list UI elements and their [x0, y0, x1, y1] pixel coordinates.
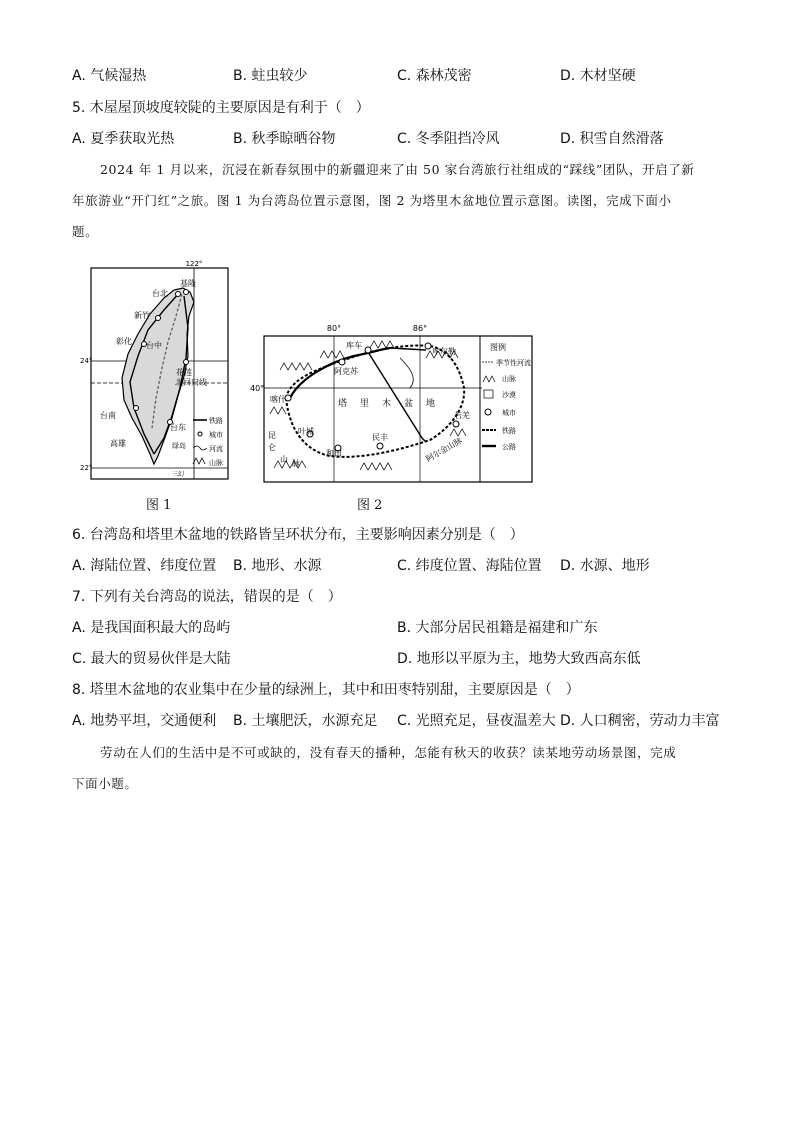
- intro1-line3: 题。: [72, 224, 99, 239]
- fig1-lat22-label: 22°: [80, 464, 93, 472]
- city-aksu: [339, 359, 345, 365]
- fig1-legend-river-symbol: [193, 446, 207, 450]
- label-hotan: 和田: [326, 449, 342, 458]
- fig1-legend-mountain-symbol: [193, 458, 205, 464]
- legend-mountain-symbol: [483, 376, 495, 382]
- city-changhua: 彰化: [116, 337, 132, 346]
- q4-option-c: C. 森林茂密: [397, 68, 472, 84]
- fig1-lon-label: 122°: [185, 260, 203, 268]
- q6-option-c: C. 纬度位置、海陆位置: [397, 558, 542, 574]
- city-marker: [176, 292, 181, 297]
- fig1-lat24-label: 24°: [80, 357, 93, 365]
- city-keelung: 基隆: [180, 279, 196, 288]
- kunlun-char-2: 仑: [268, 443, 276, 452]
- city-marker: [134, 406, 139, 411]
- city-marker: [156, 316, 161, 321]
- fig1-small-label: 三幻: [172, 471, 185, 478]
- figure1-caption: 图 1: [146, 498, 172, 513]
- q6-option-d: D. 水源、地形: [560, 558, 650, 574]
- legend-railway: 铁路: [502, 427, 516, 435]
- basin-char-5: 地: [426, 399, 436, 409]
- q7-option-c: C. 最大的贸易伙伴是大陆: [72, 651, 231, 667]
- q6-stem: 6. 台湾岛和塔里木盆地的铁路皆呈环状分布，主要影响因素分别是（ ）: [72, 527, 524, 543]
- kunlun-char-1: 昆: [268, 431, 276, 440]
- city-taichung: 台中: [146, 341, 162, 350]
- q5-option-c: C. 冬季阻挡冷风: [397, 131, 500, 147]
- q5-option-b: B. 秋季晾晒谷物: [233, 131, 336, 147]
- fig2-cross-road: [368, 348, 426, 442]
- fig2-lon80-label: 80°: [326, 324, 342, 333]
- q8-stem: 8. 塔里木盆地的农业集中在少量的绿洲上，其中和田枣特别甜，主要原因是（ ）: [72, 682, 580, 698]
- label-kashgar: 喀什: [270, 395, 286, 404]
- kunlun-char-3: 山: [280, 455, 288, 464]
- legend-city-symbol: [485, 409, 491, 415]
- green-island-label: 绿岛: [172, 442, 186, 450]
- fig1-legend-city: 城市: [209, 431, 223, 439]
- q4-option-a: A. 气候湿热: [72, 68, 147, 84]
- q5-option-d: D. 积雪自然滑落: [560, 131, 664, 147]
- fig2-river: [400, 358, 413, 388]
- fig1-legend-river: 河流: [209, 445, 223, 453]
- figure1-taiwan-map: [80, 258, 232, 486]
- label-kuqa: 库车: [346, 341, 362, 350]
- city-hualien: 花莲: [176, 368, 192, 377]
- legend-mountain: 山脉: [502, 375, 516, 383]
- label-minfeng: 民丰: [372, 433, 388, 442]
- city-marker: [184, 290, 189, 295]
- fig1-legend-city-symbol: [198, 432, 202, 436]
- legend-highway: 公路: [502, 443, 516, 451]
- intro1-line2: 年旅游业“开门红”之旅。图 1 为台湾岛位置示意图，图 2 为塔里木盆地位置示意图。读图，完成下面小: [72, 193, 672, 208]
- q7-option-d: D. 地形以平原为主，地势大致西高东低: [397, 651, 641, 667]
- fig1-legend-mountain: 山脉: [209, 459, 223, 467]
- label-yecheng: 叶城: [298, 427, 314, 436]
- city-kaohsiung: 高雄: [110, 439, 126, 448]
- label-ruoqiang: 若羌: [454, 411, 470, 420]
- city-tainan: 台南: [100, 411, 116, 420]
- q8-option-b: B. 土壤肥沃，水源充足: [233, 713, 378, 729]
- q6-option-b: B. 地形、水源: [233, 558, 322, 574]
- legend-seasonal-river: 季节性河流: [496, 359, 531, 367]
- q5-stem: 5. 木屋屋顶坡度较陡的主要原因是有利于（ ）: [72, 100, 370, 116]
- city-ruoqiang: [453, 421, 459, 427]
- kunlun-char-4: 脉: [292, 459, 300, 468]
- legend-city: 城市: [502, 409, 516, 417]
- label-korla: 库尔勒: [432, 347, 456, 356]
- city-hsinchu: 新竹: [134, 311, 150, 320]
- city-marker: [184, 360, 189, 365]
- legend-desert: 沙漠: [502, 391, 516, 399]
- q4-option-b: B. 蛀虫较少: [233, 68, 308, 84]
- figure2-tarim-map: [250, 318, 536, 484]
- city-taitung: 台东: [170, 423, 186, 432]
- q8-option-c: C. 光照充足，昼夜温差大: [397, 713, 556, 729]
- city-taipei: 台北: [152, 289, 168, 298]
- basin-char-1: 塔: [338, 399, 348, 409]
- city-minfeng: [377, 443, 383, 449]
- q7-option-a: A. 是我国面积最大的岛屿: [72, 620, 231, 636]
- city-kuqa: [365, 347, 371, 353]
- intro2-line1: 劳动在人们的生活中是不可或缺的，没有春天的播种，怎能有秋天的收获？读某地劳动场景图，完成: [100, 745, 677, 760]
- label-altun-mountains: 阿尔金山脉: [424, 435, 464, 464]
- fig2-frame: [264, 336, 532, 482]
- q6-option-a: A. 海陆位置、纬度位置: [72, 558, 217, 574]
- basin-char-2: 里: [360, 399, 370, 409]
- q7-stem: 7. 下列有关台湾岛的说法，错误的是（ ）: [72, 589, 342, 605]
- fig1-legend-railway: 铁路: [209, 417, 223, 425]
- figure2-caption: 图 2: [357, 498, 383, 513]
- intro1-line1: 2024 年 1 月以来，沉浸在新春氛围中的新疆迎来了由 50 家台湾旅行社组成的“踩线”团队，开启了新: [100, 162, 695, 177]
- q4-option-d: D. 木材坚硬: [560, 68, 636, 84]
- fig2-lat40-label: 40°: [250, 384, 265, 393]
- q7-option-b: B. 大部分居民祖籍是福建和广东: [397, 620, 598, 636]
- q8-option-d: D. 人口稠密，劳动力丰富: [560, 713, 720, 729]
- fig2-legend-title: 图例: [490, 343, 506, 352]
- legend-desert-symbol: [484, 390, 493, 398]
- q5-option-a: A. 夏季获取光热: [72, 131, 175, 147]
- intro2-line2: 下面小题。: [72, 776, 138, 791]
- label-aksu: 阿克苏: [334, 367, 358, 376]
- tropic-of-cancer-label: 北回归线: [175, 378, 207, 387]
- fig2-lon86-label: 86°: [412, 324, 428, 333]
- q8-option-a: A. 地势平坦，交通便利: [72, 713, 217, 729]
- city-korla: [425, 343, 431, 349]
- basin-char-4: 盆: [404, 399, 414, 409]
- basin-char-3: 木: [382, 399, 392, 409]
